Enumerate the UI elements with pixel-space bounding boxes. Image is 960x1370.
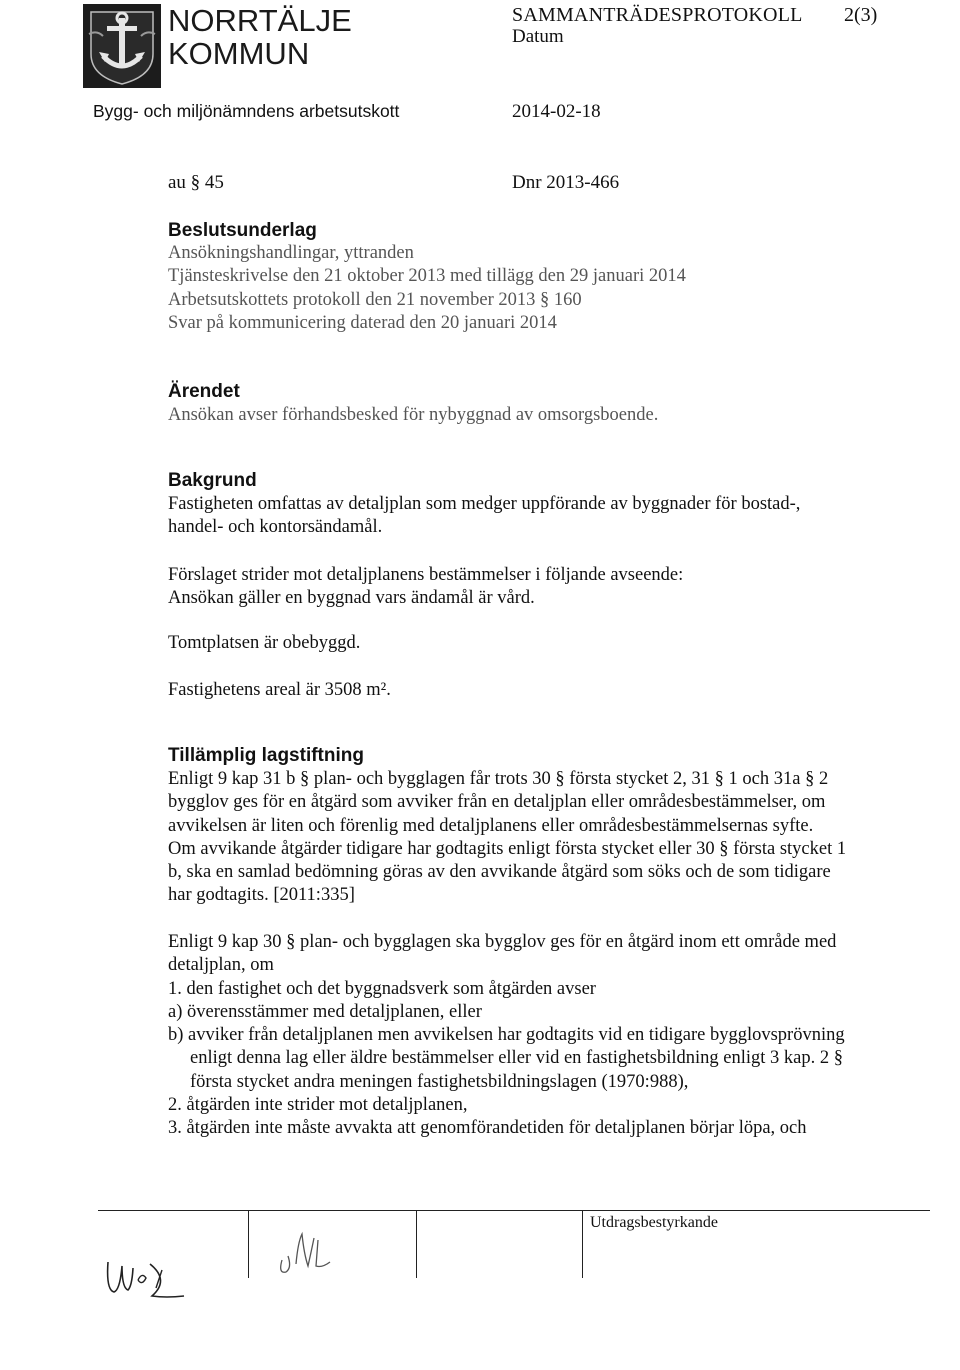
municipality-logo [83,4,161,88]
arendet-text: Ansökan avser förhandsbesked för nybyggnad av omsorgsboende. [168,405,659,425]
list-item: första stycket andra meningen fastighetsbildningslagen (1970:988), [190,1071,689,1092]
text-line: Förslaget strider mot detaljplanens bestämmelser i följande avseende: [168,565,684,585]
bakgrund-paragraph-4: Fastighetens areal är 3508 m². [168,680,391,700]
list-item: Arbetsutskottets protokoll den 21 november 2013 § 160 [168,289,582,310]
footer-divider [416,1210,417,1278]
text-line: avvikelsen är liten och förenlig med detaljplanens eller områdesbestämmelsernas syfte. [168,815,814,836]
text-line: Ansökan gäller en byggnad vars ändamål är vård. [168,588,535,609]
list-item: 3. åtgärden inte måste avvakta att genomförandetiden för detaljplanen börjar löpa, och [168,1118,807,1139]
anchor-crest-icon [83,4,161,88]
text-line: handel- och kontorsändamål. [168,517,383,538]
list-item: 2. åtgärden inte strider mot detaljplanen, [168,1095,468,1116]
signature-initials-2 [272,1220,362,1290]
meeting-date: 2014-02-18 [512,101,601,122]
text-line: b, ska en samlad bedömning göras av den avvikande åtgärd som söks och de som tidigare [168,862,831,883]
list-item: Ansökningshandlingar, yttranden [168,243,414,263]
text-line: bygglov ges för en åtgärd som avviker från en detaljplan eller områdesbestämmelser, om [168,792,826,813]
signature-initials-1 [100,1240,210,1310]
text-line: Enligt 9 kap 30 § plan- och bygglagen ska bygglov ges för en åtgärd inom ett område med [168,932,837,952]
organization-name [168,4,352,70]
lagstiftning-paragraph-2 [168,931,845,1141]
registration-number: Dnr 2013-466 [512,172,620,193]
document-title: SAMMANTRÄDESPROTOKOLL [512,4,803,26]
text-line: Enligt 9 kap 31 b § plan- och bygglagen får trots 30 § första stycket 2, 31 § 1 och 31a § 2 [168,769,829,789]
page-number: 2(3) [844,4,878,26]
datum-label: Datum [512,26,564,47]
list-item: Tjänsteskrivelse den 21 oktober 2013 med tillägg den 29 januari 2014 [168,266,686,287]
text-line: Fastigheten omfattas av detaljplan som medger uppförande av byggnader för bostad-, [168,494,801,514]
list-item: Svar på kommunicering daterad den 20 januari 2014 [168,312,557,333]
heading-beslutsunderlag: Beslutsunderlag [168,220,317,241]
heading-arendet: Ärendet [168,381,240,402]
footer-divider [582,1210,583,1278]
list-item: 1. den fastighet och det byggnadsverk som åtgärden avser [168,978,596,999]
bakgrund-paragraph-3: Tomtplatsen är obebyggd. [168,633,361,653]
committee-name: Bygg- och miljönämndens arbetsutskott [93,101,400,121]
bakgrund-paragraph-2 [168,564,683,611]
text-line: har godtagits. [2011:335] [168,885,355,906]
list-item: enligt denna lag eller äldre bestämmelser eller vid en fastighetsbildning enligt 3 kap. 2 § [190,1048,843,1069]
lagstiftning-paragraph-1 [168,768,846,908]
footer-rule [98,1210,930,1211]
list-item: a) överensstämmer med detaljplanen, eller [168,1001,482,1022]
org-name-line2: KOMMUN [168,36,310,71]
text-line: Om avvikande åtgärder tidigare har godtagits enligt första stycket eller 30 § första stycket 1 [168,838,847,859]
org-name-line1: NORRTÄLJE [168,3,352,38]
bakgrund-paragraph-1 [168,493,800,540]
beslutsunderlag-list [168,242,686,335]
heading-bakgrund: Bakgrund [168,470,257,491]
heading-lagstiftning: Tillämplig lagstiftning [168,745,364,766]
section-number: au § 45 [168,172,224,193]
footer-divider [248,1210,249,1278]
list-item: b) avviker från detaljplanen men avvikelsen har godtagits vid en tidigare bygglovsprövning [168,1025,845,1046]
text-line: detaljplan, om [168,955,274,976]
certification-label: Utdragsbestyrkande [590,1214,718,1231]
